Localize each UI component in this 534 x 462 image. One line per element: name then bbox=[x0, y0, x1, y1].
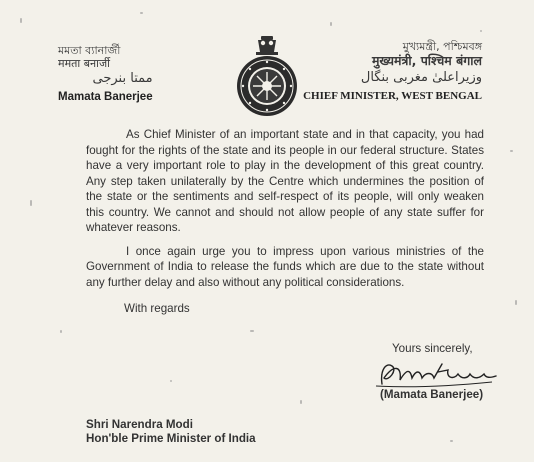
sender-name-bengali: মমতা ব্যানার্জী bbox=[58, 44, 121, 57]
office-title-hindi: मुख्यमंत्री, पश्चिम बंगाल bbox=[371, 53, 482, 68]
sender-name-urdu: ممتا بنرجی bbox=[92, 71, 153, 86]
closing-sincerely: Yours sincerely, bbox=[392, 342, 473, 355]
paper-speck bbox=[250, 330, 254, 332]
office-title-block bbox=[303, 40, 482, 103]
paper-speck bbox=[330, 22, 332, 26]
sender-name-hindi: ममता बनार्जी bbox=[58, 57, 111, 70]
office-title-urdu: وزیراعلیٰ مغربی بنگال bbox=[360, 70, 482, 85]
paper-speck bbox=[30, 200, 32, 206]
signer-name: (Mamata Banerjee) bbox=[380, 388, 484, 401]
paper-speck bbox=[450, 440, 453, 442]
sender-name-block bbox=[58, 44, 153, 104]
paper-speck bbox=[300, 400, 302, 404]
paper-speck bbox=[510, 150, 513, 152]
handwritten-signature bbox=[372, 356, 500, 392]
closing-regards: With regards bbox=[124, 302, 190, 315]
body-paragraph-1: As Chief Minister of an important state and in that capacity, you had fought for the rights of the state and its people in our federal structure. States have a very important role to play in the development of this great country. Any step taken unilaterally by the Centre which undermines the position of the state or the sentiments and self-respect of its people, will only weaken this country. We cannot and should not allow people of any state suffer for whatever reasons. bbox=[86, 128, 484, 234]
paper-speck bbox=[515, 300, 517, 305]
paper-speck bbox=[60, 330, 62, 333]
recipient-name: Shri Narendra Modi bbox=[86, 418, 193, 431]
recipient-designation: Hon'ble Prime Minister of India bbox=[86, 432, 256, 445]
recipient-block bbox=[86, 418, 256, 446]
paper-speck bbox=[20, 18, 22, 23]
office-title-english: CHIEF MINISTER, WEST BENGAL bbox=[303, 90, 482, 102]
paper-speck bbox=[140, 12, 143, 14]
letter-body bbox=[86, 127, 484, 298]
paper-speck bbox=[170, 380, 172, 382]
body-paragraph-2: I once again urge you to impress upon various ministries of the Government of India to release the funds which are due to the state without any further delay and also without any political considerations. bbox=[86, 244, 484, 289]
west-bengal-emblem-icon bbox=[230, 34, 304, 118]
office-title-bengali: মুখ্যমন্ত্রী, পশ্চিমবঙ্গ bbox=[402, 40, 482, 53]
sender-name-english: Mamata Banerjee bbox=[58, 91, 153, 103]
paper-speck bbox=[480, 30, 482, 32]
